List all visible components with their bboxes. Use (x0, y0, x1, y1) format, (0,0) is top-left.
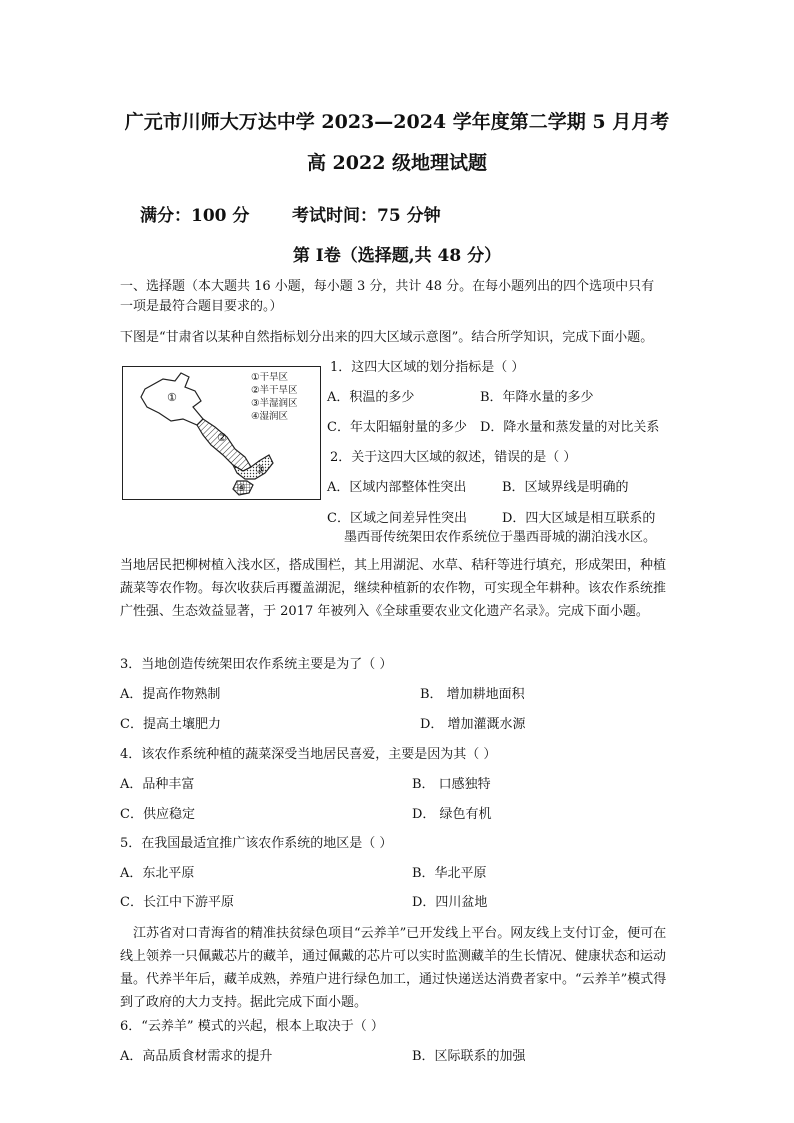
passage2-body: 当地居民把柳树植入浅水区，搭成围栏，其上用湖泥、水草、秸秆等进行填充，形成架田，种植蔬菜等农作物。每次收获后再覆盖湖泥，继续种植新的农作物，可实现全年耕种。该农作系统推广性强、生态效益显著，于 2017 年被列入《全球重要农业文化遗产名录》。完成下面小题。 (120, 558, 667, 619)
q3-option-b: B． 增加耕地面积 (420, 687, 525, 702)
q1-option-a: A．积温的多少 (327, 390, 415, 405)
q6-option-b: B．区际联系的加强 (412, 1049, 526, 1064)
instructions-line2: 一项是最符合题目要求的。） (120, 299, 283, 314)
q4-option-a: A．品种丰富 (120, 777, 195, 792)
exam-title-line1: 广元市川师大万达中学 2023—2024 学年度第二学期 5 月月考 (124, 111, 670, 133)
full-score: 满分：100 分 (140, 206, 250, 226)
q4-option-b: B． 口感独特 (412, 777, 491, 792)
label-region-4: ④ (237, 483, 246, 494)
q2-option-c: C．区域之间差异性突出 (327, 511, 467, 526)
passage3-body: 江苏省对口青海省的精准扶贫绿色项目“云养羊”已开发线上平台。网友线上支付订金，便可在线上领养一只佩戴芯片的藏羊，通过佩戴的芯片可以实时监测藏羊的生长情况、健康状态和运动量。代养半年后，藏羊成熟，养殖户进行绿色加工，通过快递送达消费者家中。“云养羊”模式得到了政府的大力支持。据此完成下面小题。 (120, 926, 667, 1010)
q1-option-b: B．年降水量的多少 (480, 390, 594, 405)
legend-humid: ④湿润区 (251, 411, 289, 422)
q2-option-b: B．区域界线是明确的 (502, 480, 629, 495)
q5-stem: 5．在我国最适宜推广该农作系统的地区是（ ） (120, 836, 393, 851)
label-region-1: ① (167, 391, 177, 404)
q5-option-b: B．华北平原 (412, 866, 487, 881)
exam-time: 考试时间：75 分钟 (292, 206, 441, 226)
passage2-line1: 墨西哥传统架田农作系统位于墨西哥城的湖泊浅水区。 (344, 530, 657, 545)
region-semi-arid (197, 419, 251, 471)
q2-option-a: A．区域内部整体性突出 (327, 480, 467, 495)
label-region-3: ③ (255, 463, 265, 476)
q5-option-a: A．东北平原 (120, 866, 195, 881)
q6-option-a: A．高品质食材需求的提升 (120, 1049, 273, 1064)
q2-stem: 2．关于这四大区域的叙述，错误的是（ ） (330, 450, 577, 465)
instructions-line1: 一、选择题（本大题共 16 小题，每小题 3 分，共计 48 分。在每小题列出的四个选项中只有 (120, 279, 655, 294)
legend-semi-humid: ③半湿润区 (251, 398, 298, 409)
q4-option-d: D． 绿色有机 (412, 807, 492, 822)
q2-option-d: D．四大区域是相互联系的 (502, 511, 656, 526)
q4-stem: 4．该农作系统种植的蔬菜深受当地居民喜爱，主要是因为其（ ） (120, 747, 497, 762)
q3-option-a: A．提高作物熟制 (120, 687, 221, 702)
q1-stem: 1．这四大区域的划分指标是（ ） (330, 360, 525, 375)
q5-option-d: D．四川盆地 (412, 895, 488, 910)
q3-stem: 3．当地创造传统架田农作系统主要是为了（ ） (120, 657, 393, 672)
intro-gansu-map: 下图是“甘肃省以某种自然指标划分出来的四大区域示意图”。结合所学知识，完成下面小题。 (120, 330, 654, 345)
q3-option-c: C．提高土壤肥力 (120, 717, 221, 732)
q5-option-c: C．长江中下游平原 (120, 895, 234, 910)
label-region-2: ② (217, 431, 227, 444)
section-title: 第 Ⅰ卷（选择题,共 48 分） (292, 246, 502, 266)
q3-option-d: D． 增加灌溉水源 (420, 717, 526, 732)
q1-option-d: D．降水量和蒸发量的对比关系 (480, 420, 660, 435)
gansu-regions-map (122, 366, 321, 500)
q1-option-c: C．年太阳辐射量的多少 (327, 420, 467, 435)
legend-semi-arid: ②半干旱区 (251, 385, 298, 396)
q4-option-c: C．供应稳定 (120, 807, 195, 822)
legend-arid: ①干旱区 (251, 372, 289, 383)
q6-stem: 6．“云养羊” 模式的兴起，根本上取决于（ ） (120, 1019, 384, 1034)
exam-title-line2: 高 2022 级地理试题 (306, 152, 488, 174)
